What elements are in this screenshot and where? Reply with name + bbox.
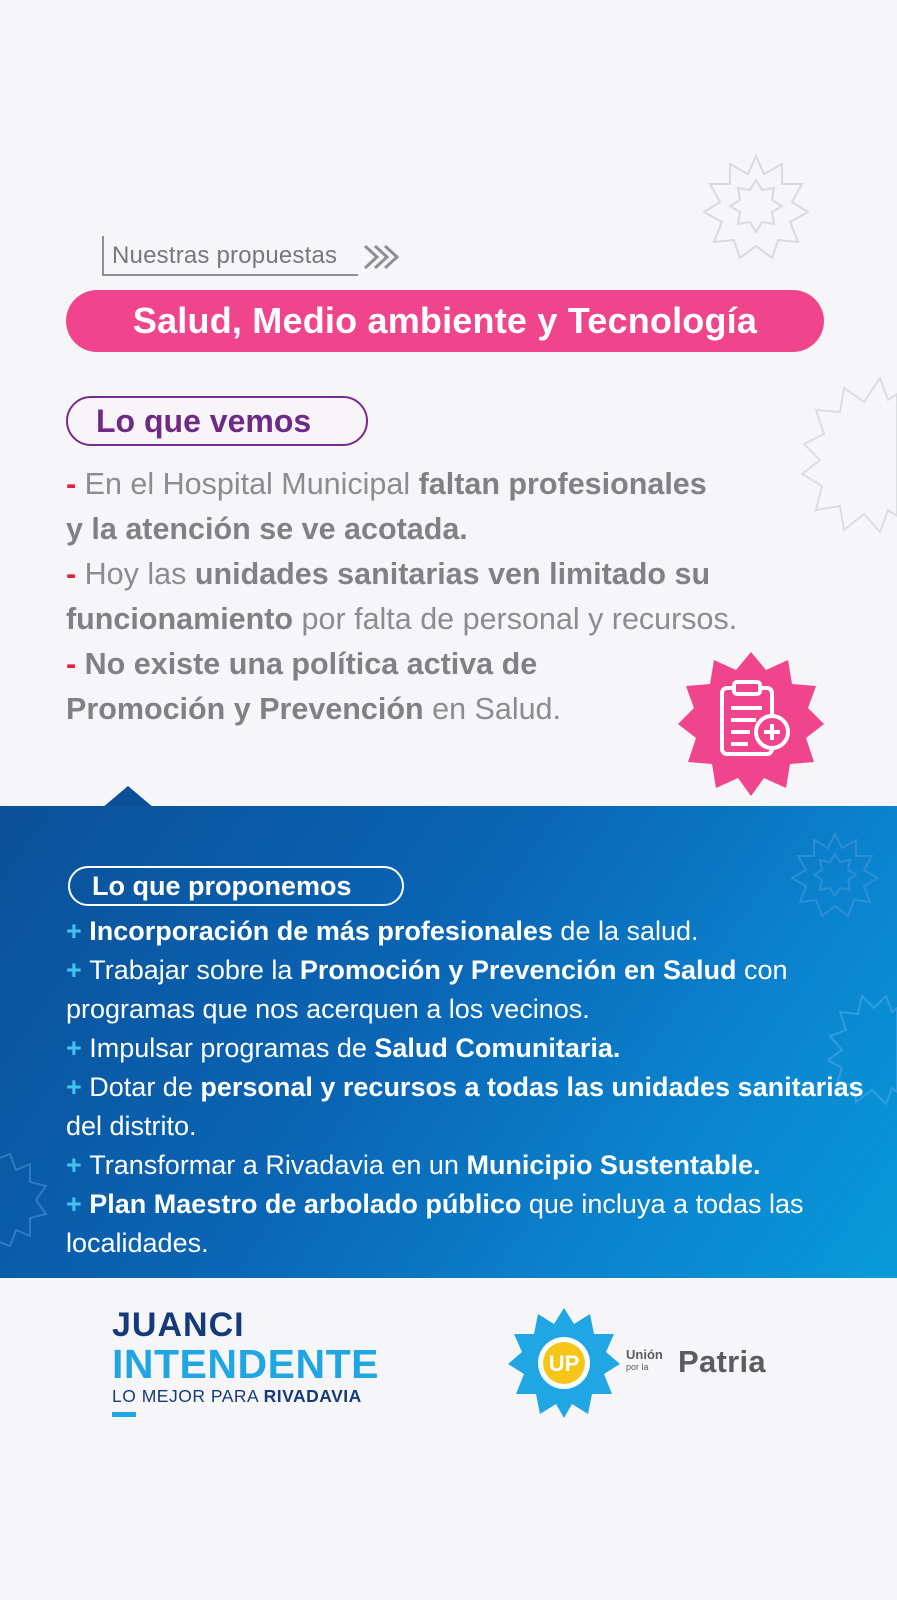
list-item: + Incorporación de más profesionales de la salud. (66, 916, 699, 946)
list-item: + Impulsar programas de Salud Comunitaria. (66, 1033, 621, 1063)
logo-line-office: INTENDENTE (112, 1341, 379, 1387)
section-notch (102, 786, 154, 808)
decorative-sun-outline-blue-left (0, 1150, 50, 1250)
double-chevron-right-icon (362, 243, 404, 271)
lo-que-proponemos-heading: Lo que proponemos (68, 866, 404, 906)
juanci-intendente-logo (112, 1306, 412, 1408)
union-por-la-patria-sun-icon (508, 1306, 620, 1418)
union-por-la-label: Unión por la (626, 1347, 663, 1372)
decorative-sun-outline-top (700, 150, 812, 262)
list-item: - No existe una política activa de Promoción y Prevención en Salud. (66, 647, 561, 726)
clipboard-medical-icon (676, 648, 826, 798)
lo-que-vemos-heading: Lo que vemos (66, 396, 368, 446)
list-item: + Transformar a Rivadavia en un Municipio Sustentable. (66, 1150, 761, 1180)
logo-line-name: JUANCI (112, 1306, 245, 1344)
svg-text:UP: UP (548, 1351, 580, 1376)
list-item: - Hoy las unidades sanitarias ven limitado su funcionamiento por falta de personal y recursos. (66, 557, 738, 636)
list-item: + Trabajar sobre la Promoción y Prevención en Salud con programas que nos acerquen a los vecinos. (66, 955, 788, 1024)
logo-line-slogan: LO MEJOR PARA RIVADAVIA (112, 1386, 362, 1406)
patria-label: Patria (678, 1344, 766, 1379)
section-kicker: Nuestras propuestas (102, 236, 358, 276)
list-item: + Dotar de personal y recursos a todas las unidades sanitarias del distrito. (66, 1072, 864, 1141)
logo-underline (112, 1412, 136, 1417)
list-item: - En el Hospital Municipal faltan profesionales y la atención se ve acotada. (66, 467, 707, 546)
lo-que-proponemos-list (66, 912, 866, 1263)
list-item: + Plan Maestro de arbolado público que incluya a todas las localidades. (66, 1189, 804, 1258)
page-title: Salud, Medio ambiente y Tecnología (66, 290, 824, 352)
decorative-sun-outline-blue-top (790, 830, 880, 920)
